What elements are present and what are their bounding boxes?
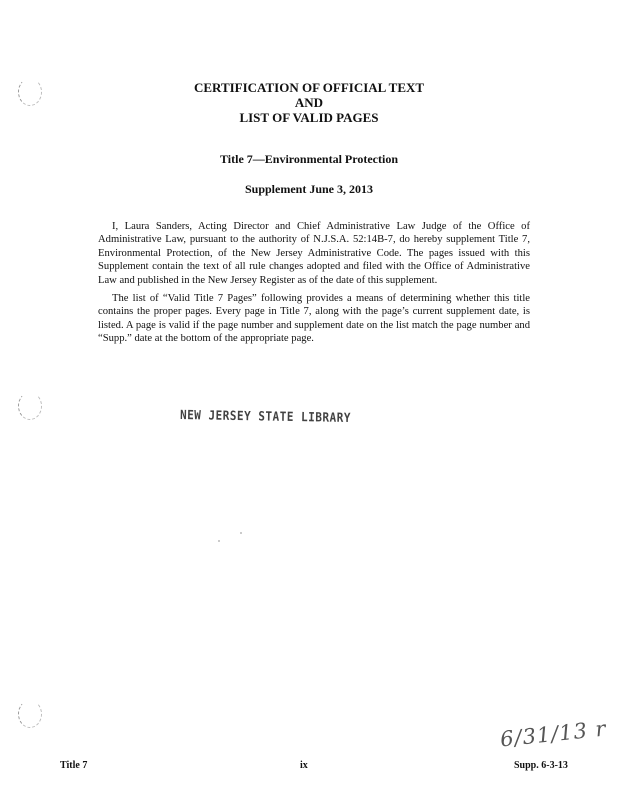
footer-page-number: ix [300, 760, 308, 771]
title-heading: Title 7—Environmental Protection [220, 152, 398, 166]
punch-hole-mark [18, 700, 42, 728]
certification-heading-line1: CERTIFICATION OF OFFICIAL TEXT [193, 80, 425, 95]
footer-title: Title 7 [60, 760, 88, 771]
scan-speck [240, 532, 242, 534]
footer-supplement-date: Supp. 6-3-13 [514, 760, 568, 771]
supplement-heading: Supplement June 3, 2013 [244, 182, 374, 196]
library-stamp: NEW JERSEY STATE LIBRARY [179, 407, 352, 426]
certification-heading-line2: AND [294, 95, 324, 110]
certification-heading-line3: LIST OF VALID PAGES [239, 110, 379, 125]
certification-paragraph: I, Laura Sanders, Acting Director and Chief Administrative Law Judge of the Office of Administrative Law, pursuant to the authority of N.J.S.A. 52:14B-7, do hereby supplement Title 7, Environmental Protection, of the New Jersey Administrative Code. The pages issued with this Supplement contain the text of all rule changes adopted and filed with the Office of Administrative Law and published in the New Jersey Register as of the date of this supplement. [98, 221, 530, 286]
scan-speck [218, 540, 220, 542]
punch-hole-mark [18, 392, 42, 420]
handwritten-date-note: 6/31/13 r [499, 716, 608, 752]
valid-pages-paragraph: The list of “Valid Title 7 Pages” following provides a means of determining whether this title contains the proper pages. Every page in Title 7, along with the page’s current supplement date, is listed. A page is valid if the page number and supplement date on the list match the page number and “Supp.” date at the bottom of the appropriate page. [98, 293, 530, 345]
